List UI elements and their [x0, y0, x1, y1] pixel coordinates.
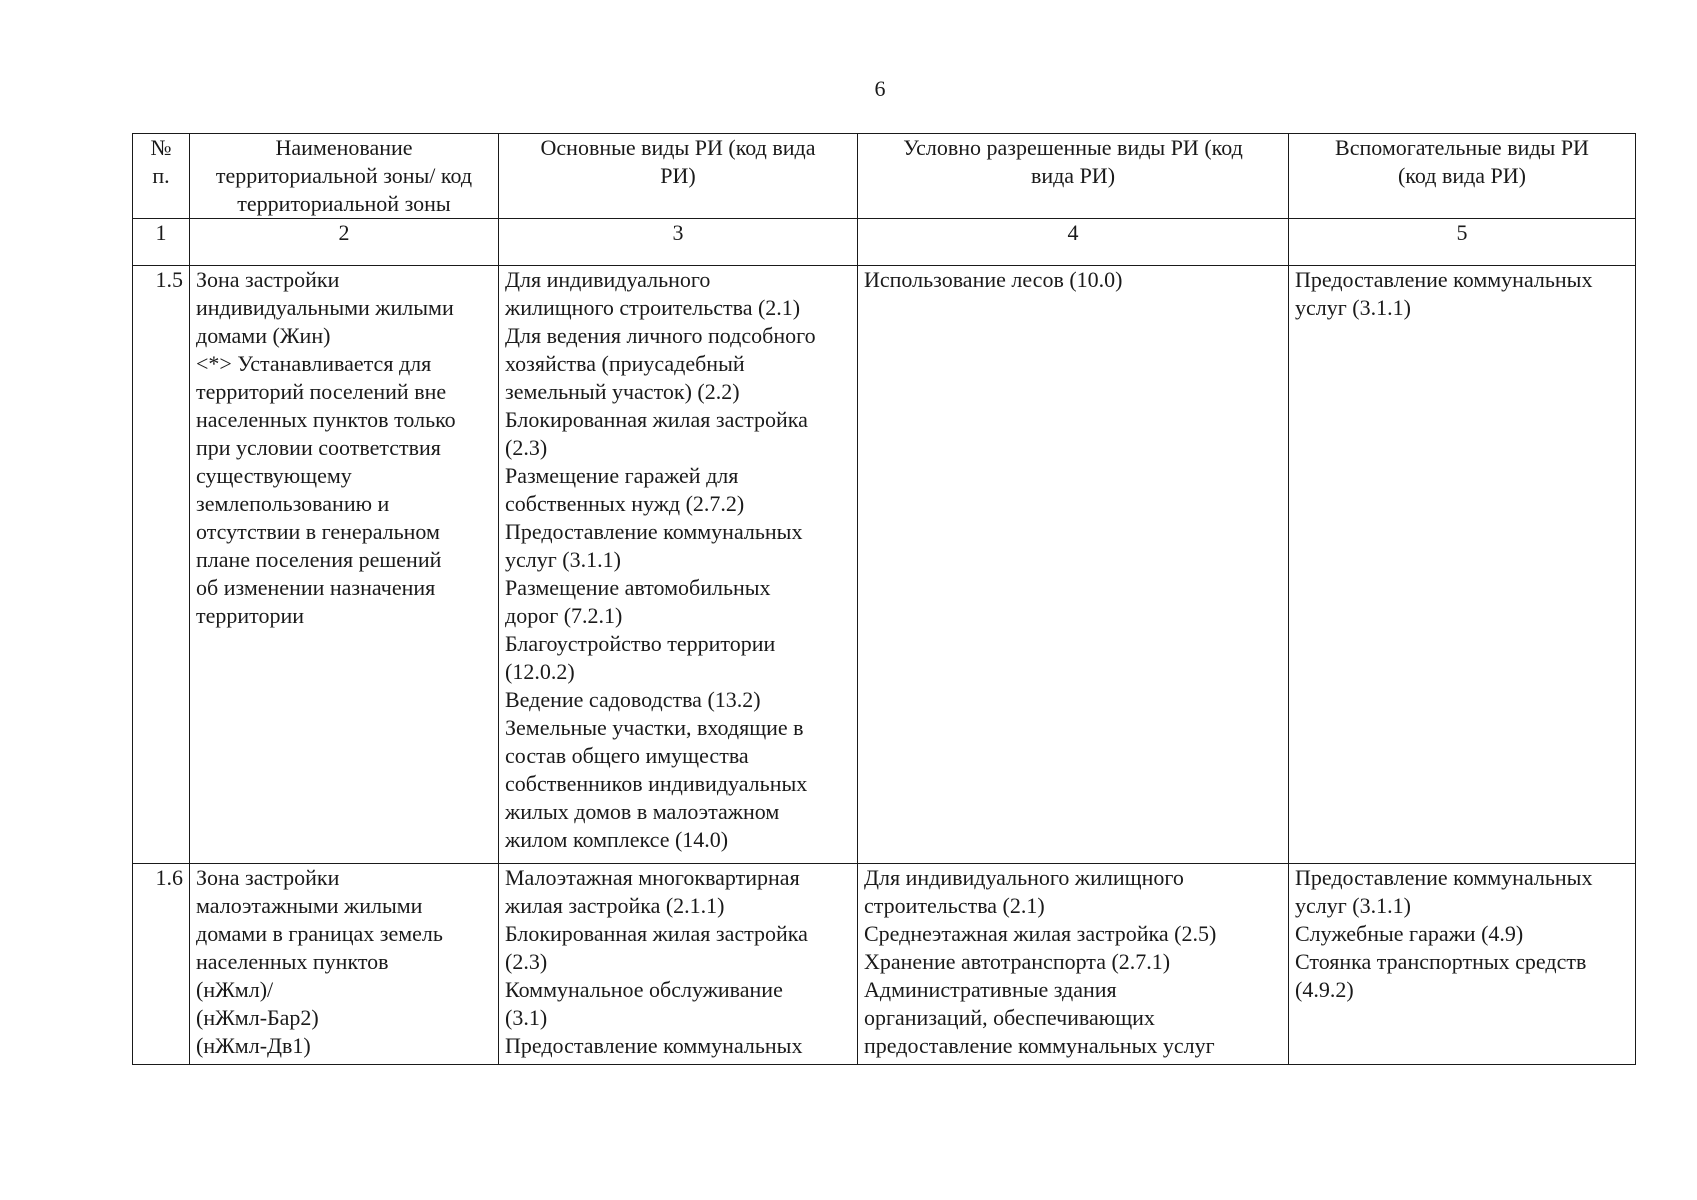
cell-text-line: дорог (7.2.1): [505, 603, 623, 628]
cell-text-line: Основные виды РИ (код вида: [540, 135, 816, 160]
page-number: 6: [874, 76, 886, 101]
cell-text-line: (3.1): [505, 1005, 548, 1030]
cell-text-line: строительства (2.1): [864, 893, 1045, 918]
header-auxiliary-types: [1289, 134, 1636, 219]
cell-text-line: Зона застройки: [196, 865, 340, 890]
column-number: 1: [133, 219, 190, 266]
cell-text-line: Размещение гаражей для: [505, 463, 739, 488]
zoning-table: [132, 133, 1636, 1065]
table-row: [133, 266, 1636, 864]
cell-text-line: индивидуальными жилыми: [196, 295, 454, 320]
cell-text-line: №: [150, 135, 172, 160]
cell-text-line: земельный участок) (2.2): [505, 379, 740, 404]
zone-name-cell: [190, 266, 499, 864]
cell-text-line: организаций, обеспечивающих: [864, 1005, 1155, 1030]
cell-text-line: территориальной зоны/ код: [215, 163, 473, 188]
auxiliary-types-cell: [1289, 864, 1636, 1065]
cell-text-line: вида РИ): [1030, 163, 1116, 188]
cell-text-line: (нЖмл-Дв1): [196, 1033, 311, 1058]
column-number: 4: [858, 219, 1289, 266]
column-number: 2: [190, 219, 499, 266]
main-types-cell: [499, 266, 858, 864]
table-row: [133, 864, 1636, 1065]
cell-text-line: Стоянка транспортных средств: [1295, 949, 1587, 974]
cell-text-line: (нЖмл)/: [196, 977, 274, 1002]
conditional-types-cell: [858, 266, 1289, 864]
conditional-types-cell: [858, 864, 1289, 1065]
cell-text-line: собственных нужд (2.7.2): [505, 491, 745, 516]
row-index: 1.6: [133, 864, 190, 1065]
cell-text-line: Блокированная жилая застройка: [505, 921, 808, 946]
cell-text-line: п.: [152, 163, 170, 188]
cell-text-line: Предоставление коммунальных: [505, 519, 803, 544]
cell-text-line: услуг (3.1.1): [505, 547, 621, 572]
cell-text-line: (4.9.2): [1295, 977, 1354, 1002]
cell-text-line: Наименование: [275, 135, 413, 160]
cell-text-line: РИ): [660, 163, 696, 188]
cell-text-line: предоставление коммунальных услуг: [864, 1033, 1215, 1058]
cell-text-line: Малоэтажная многоквартирная: [505, 865, 800, 890]
header-zone-name: [190, 134, 499, 219]
cell-text-line: хозяйства (приусадебный: [505, 351, 745, 376]
main-types-cell: [499, 864, 858, 1065]
header-conditional-types: [858, 134, 1289, 219]
cell-text-line: Предоставление коммунальных: [1295, 267, 1593, 292]
cell-text-line: территориальной зоны: [237, 191, 451, 216]
cell-text-line: <*> Устанавливается для: [196, 351, 432, 376]
cell-text-line: при условии соответствия: [196, 435, 441, 460]
auxiliary-types-cell: [1289, 266, 1636, 864]
cell-text-line: домами в границах земель: [196, 921, 443, 946]
cell-text-line: Использование лесов (10.0): [864, 267, 1123, 292]
cell-text-line: жилых домов в малоэтажном: [505, 799, 780, 824]
cell-text-line: Благоустройство территории: [505, 631, 776, 656]
column-number: 5: [1289, 219, 1636, 266]
cell-text-line: Земельные участки, входящие в: [505, 715, 804, 740]
cell-text-line: состав общего имущества: [505, 743, 749, 768]
column-number: 3: [499, 219, 858, 266]
cell-text-line: Предоставление коммунальных: [1295, 865, 1593, 890]
cell-text-line: (2.3): [505, 435, 548, 460]
cell-text-line: жилищного строительства (2.1): [505, 295, 801, 320]
cell-text-line: (код вида РИ): [1397, 163, 1527, 188]
cell-text-line: услуг (3.1.1): [1295, 295, 1411, 320]
header-row: [133, 134, 1636, 219]
cell-text-line: отсутствии в генеральном: [196, 519, 440, 544]
cell-text-line: Для ведения личного подсобного: [505, 323, 816, 348]
cell-text-line: малоэтажными жилыми: [196, 893, 423, 918]
cell-text-line: Ведение садоводства (13.2): [505, 687, 761, 712]
cell-text-line: землепользованию и: [196, 491, 390, 516]
cell-text-line: территории: [196, 603, 305, 628]
cell-text-line: жилая застройка (2.1.1): [505, 893, 725, 918]
cell-text-line: (2.3): [505, 949, 548, 974]
cell-text-line: существующему: [196, 463, 352, 488]
cell-text-line: Предоставление коммунальных: [505, 1033, 803, 1058]
cell-text-line: Для индивидуального: [505, 267, 711, 292]
cell-text-line: жилом комплексе (14.0): [505, 827, 729, 852]
zone-name-cell: [190, 864, 499, 1065]
cell-text-line: территорий поселений вне: [196, 379, 447, 404]
cell-text-line: Условно разрешенные виды РИ (код: [903, 135, 1243, 160]
header-main-types: [499, 134, 858, 219]
cell-text-line: Размещение автомобильных: [505, 575, 771, 600]
cell-text-line: об изменении назначения: [196, 575, 436, 600]
cell-text-line: Блокированная жилая застройка: [505, 407, 808, 432]
cell-text-line: услуг (3.1.1): [1295, 893, 1411, 918]
cell-text-line: Зона застройки: [196, 267, 340, 292]
cell-text-line: Для индивидуального жилищного: [864, 865, 1184, 890]
column-number-row: [133, 219, 1636, 266]
cell-text-line: плане поселения решений: [196, 547, 442, 572]
cell-text-line: Коммунальное обслуживание: [505, 977, 783, 1002]
cell-text-line: домами (Жин): [196, 323, 331, 348]
cell-text-line: населенных пунктов только: [196, 407, 456, 432]
cell-text-line: Среднеэтажная жилая застройка (2.5): [864, 921, 1217, 946]
cell-text-line: Служебные гаражи (4.9): [1295, 921, 1524, 946]
cell-text-line: собственников индивидуальных: [505, 771, 808, 796]
cell-text-line: Хранение автотранспорта (2.7.1): [864, 949, 1171, 974]
cell-text-line: (нЖмл-Бар2): [196, 1005, 319, 1030]
cell-text-line: Административные здания: [864, 977, 1117, 1002]
cell-text-line: населенных пунктов: [196, 949, 389, 974]
cell-text-line: Вспомогательные виды РИ: [1335, 135, 1589, 160]
row-index: 1.5: [133, 266, 190, 864]
cell-text-line: (12.0.2): [505, 659, 575, 684]
header-number: [133, 134, 190, 219]
